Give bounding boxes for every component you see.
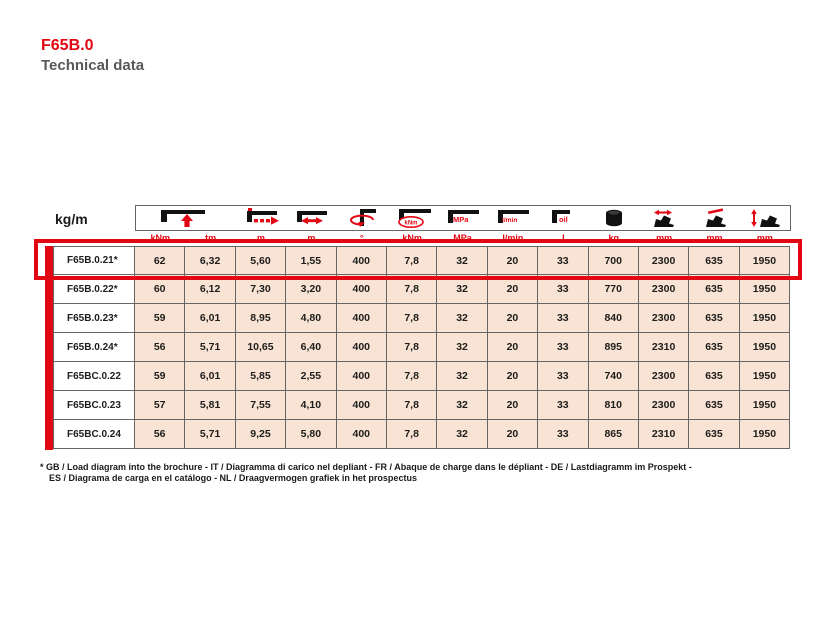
unit-label: kNm bbox=[150, 233, 170, 243]
value-cell: 2300 bbox=[639, 246, 689, 275]
pressure-mpa-icon bbox=[438, 207, 488, 229]
page-subtitle: Technical data bbox=[41, 57, 145, 74]
value-cell: 33 bbox=[538, 391, 588, 420]
value-cell: 6,40 bbox=[286, 333, 336, 362]
slewing-rotation-icon bbox=[337, 207, 387, 229]
boom-extension-arrow-icon bbox=[237, 207, 287, 229]
value-cell: 56 bbox=[135, 333, 185, 362]
value-cell: 8,95 bbox=[236, 304, 286, 333]
value-cell: 2300 bbox=[639, 275, 689, 304]
svg-text:kNm: kNm bbox=[404, 220, 418, 227]
value-cell: 20 bbox=[488, 391, 538, 420]
value-cell: 4,80 bbox=[286, 304, 336, 333]
value-cell: 33 bbox=[538, 246, 588, 275]
unit-label: l bbox=[562, 233, 565, 243]
value-cell: 810 bbox=[589, 391, 639, 420]
value-cell: 60 bbox=[135, 275, 185, 304]
value-cell: 7,8 bbox=[387, 304, 437, 333]
value-cell: 5,81 bbox=[185, 391, 235, 420]
value-cell: 895 bbox=[589, 333, 639, 362]
unit-label: MPa bbox=[453, 233, 472, 243]
value-cell: 5,60 bbox=[236, 246, 286, 275]
table-row bbox=[53, 304, 791, 333]
table-row bbox=[53, 391, 791, 420]
value-cell: 4,10 bbox=[286, 391, 336, 420]
hydraulic-outreach-arrow-icon bbox=[287, 207, 337, 229]
value-cell: 20 bbox=[488, 304, 538, 333]
unit-label: tm bbox=[205, 233, 217, 243]
value-cell: 400 bbox=[337, 420, 387, 449]
svg-text:l/min: l/min bbox=[502, 217, 518, 224]
unit-label: kg bbox=[608, 233, 619, 243]
value-cell: 635 bbox=[689, 275, 739, 304]
value-cell: 20 bbox=[488, 333, 538, 362]
value-cell: 7,8 bbox=[387, 420, 437, 449]
table-row bbox=[53, 275, 791, 304]
value-cell: 32 bbox=[437, 420, 487, 449]
unit-label: m bbox=[256, 233, 265, 243]
crane-weight-drum-icon bbox=[589, 207, 639, 229]
value-cell: 7,8 bbox=[387, 275, 437, 304]
folded-width-arrow-icon bbox=[639, 207, 689, 229]
table-row bbox=[53, 333, 791, 362]
value-cell: 2300 bbox=[639, 362, 689, 391]
value-cell: 6,32 bbox=[185, 246, 235, 275]
footnote-line-2: ES / Diagrama de carga en el catálogo - NL / Draagvermogen grafiek in het prospectus bbox=[49, 473, 417, 483]
unit-label: l/min bbox=[502, 233, 524, 243]
page-title: F65B.0 bbox=[41, 37, 94, 54]
value-cell: 62 bbox=[135, 246, 185, 275]
value-cell: 1950 bbox=[740, 391, 790, 420]
svg-text:oil: oil bbox=[558, 215, 568, 224]
unit-label: ° bbox=[359, 233, 364, 243]
value-cell: 56 bbox=[135, 420, 185, 449]
value-cell: 2310 bbox=[639, 420, 689, 449]
value-cell: 20 bbox=[488, 362, 538, 391]
value-cell: 770 bbox=[589, 275, 639, 304]
folded-height-arrow-icon bbox=[740, 207, 790, 229]
unit-label: mm bbox=[656, 233, 673, 243]
value-cell: 7,30 bbox=[236, 275, 286, 304]
value-cell: 32 bbox=[437, 362, 487, 391]
value-cell: 32 bbox=[437, 304, 487, 333]
value-cell: 6,01 bbox=[185, 304, 235, 333]
value-cell: 59 bbox=[135, 362, 185, 391]
model-name-cell: F65BC.0.24 bbox=[53, 420, 135, 449]
value-cell: 400 bbox=[337, 362, 387, 391]
value-cell: 59 bbox=[135, 304, 185, 333]
oil-flow-lmin-icon bbox=[488, 207, 538, 229]
value-cell: 400 bbox=[337, 246, 387, 275]
value-cell: 1950 bbox=[740, 246, 790, 275]
value-cell: 6,12 bbox=[185, 275, 235, 304]
value-cell: 400 bbox=[337, 275, 387, 304]
value-cell: 1950 bbox=[740, 362, 790, 391]
value-cell: 400 bbox=[337, 391, 387, 420]
value-cell: 1950 bbox=[740, 304, 790, 333]
value-cell: 865 bbox=[589, 420, 639, 449]
model-name-cell: F65BC.0.22 bbox=[53, 362, 135, 391]
value-cell: 1950 bbox=[740, 333, 790, 362]
value-cell: 9,25 bbox=[236, 420, 286, 449]
value-cell: 635 bbox=[689, 362, 739, 391]
table-body bbox=[53, 246, 791, 449]
table-row bbox=[53, 362, 791, 391]
model-name-cell: F65B.0.21* bbox=[53, 246, 135, 275]
table-row bbox=[53, 246, 791, 275]
model-name-cell: F65B.0.24* bbox=[53, 333, 135, 362]
value-cell: 10,65 bbox=[236, 333, 286, 362]
units-row bbox=[135, 231, 791, 246]
value-cell: 5,80 bbox=[286, 420, 336, 449]
value-cell: 33 bbox=[538, 275, 588, 304]
model-name-cell: F65B.0.23* bbox=[53, 304, 135, 333]
unit-label: mm bbox=[706, 233, 723, 243]
footnote-line-1: * GB / Load diagram into the brochure - IT / Diagramma di carico nel depliant - FR / Abaque de charge dans le dépliant - DE / Lastdiagramm im Prospekt - bbox=[40, 462, 692, 472]
svg-text:MPa: MPa bbox=[453, 215, 469, 224]
value-cell: 740 bbox=[589, 362, 639, 391]
value-cell: 635 bbox=[689, 391, 739, 420]
value-cell: 33 bbox=[538, 333, 588, 362]
value-cell: 33 bbox=[538, 362, 588, 391]
value-cell: 635 bbox=[689, 333, 739, 362]
value-cell: 7,8 bbox=[387, 246, 437, 275]
value-cell: 5,71 bbox=[185, 420, 235, 449]
value-cell: 1,55 bbox=[286, 246, 336, 275]
value-cell: 400 bbox=[337, 304, 387, 333]
value-cell: 32 bbox=[437, 275, 487, 304]
value-cell: 2300 bbox=[639, 391, 689, 420]
value-cell: 1950 bbox=[740, 420, 790, 449]
value-cell: 7,8 bbox=[387, 391, 437, 420]
value-cell: 7,55 bbox=[236, 391, 286, 420]
technical-data-table bbox=[45, 205, 805, 455]
icon-header-row bbox=[135, 205, 791, 231]
value-cell: 400 bbox=[337, 333, 387, 362]
unit-label: kNm bbox=[402, 233, 422, 243]
footnote bbox=[40, 462, 800, 484]
value-cell: 20 bbox=[488, 246, 538, 275]
model-name-cell: F65B.0.22* bbox=[53, 275, 135, 304]
value-cell: 2310 bbox=[639, 333, 689, 362]
kg-per-m-label: kg/m bbox=[55, 211, 88, 227]
value-cell: 840 bbox=[589, 304, 639, 333]
value-cell: 700 bbox=[589, 246, 639, 275]
value-cell: 20 bbox=[488, 275, 538, 304]
red-accent-bar bbox=[45, 246, 53, 450]
value-cell: 2300 bbox=[639, 304, 689, 333]
model-name-cell: F65BC.0.23 bbox=[53, 391, 135, 420]
value-cell: 635 bbox=[689, 246, 739, 275]
value-cell: 2,55 bbox=[286, 362, 336, 391]
value-cell: 6,01 bbox=[185, 362, 235, 391]
value-cell: 635 bbox=[689, 420, 739, 449]
folded-crane-tilt-icon bbox=[689, 207, 739, 229]
value-cell: 7,8 bbox=[387, 333, 437, 362]
value-cell: 33 bbox=[538, 420, 588, 449]
value-cell: 33 bbox=[538, 304, 588, 333]
value-cell: 32 bbox=[437, 333, 487, 362]
value-cell: 5,71 bbox=[185, 333, 235, 362]
value-cell: 5,85 bbox=[236, 362, 286, 391]
unit-label: mm bbox=[756, 233, 773, 243]
value-cell: 7,8 bbox=[387, 362, 437, 391]
value-cell: 32 bbox=[437, 391, 487, 420]
value-cell: 1950 bbox=[740, 275, 790, 304]
table-row bbox=[53, 420, 791, 449]
value-cell: 32 bbox=[437, 246, 487, 275]
value-cell: 57 bbox=[135, 391, 185, 420]
slewing-torque-knm-icon bbox=[388, 207, 438, 229]
value-cell: 20 bbox=[488, 420, 538, 449]
value-cell: 635 bbox=[689, 304, 739, 333]
oil-tank-icon bbox=[539, 207, 589, 229]
value-cell: 3,20 bbox=[286, 275, 336, 304]
unit-label: m bbox=[307, 233, 316, 243]
crane-lift-arrow-icon bbox=[136, 207, 237, 229]
